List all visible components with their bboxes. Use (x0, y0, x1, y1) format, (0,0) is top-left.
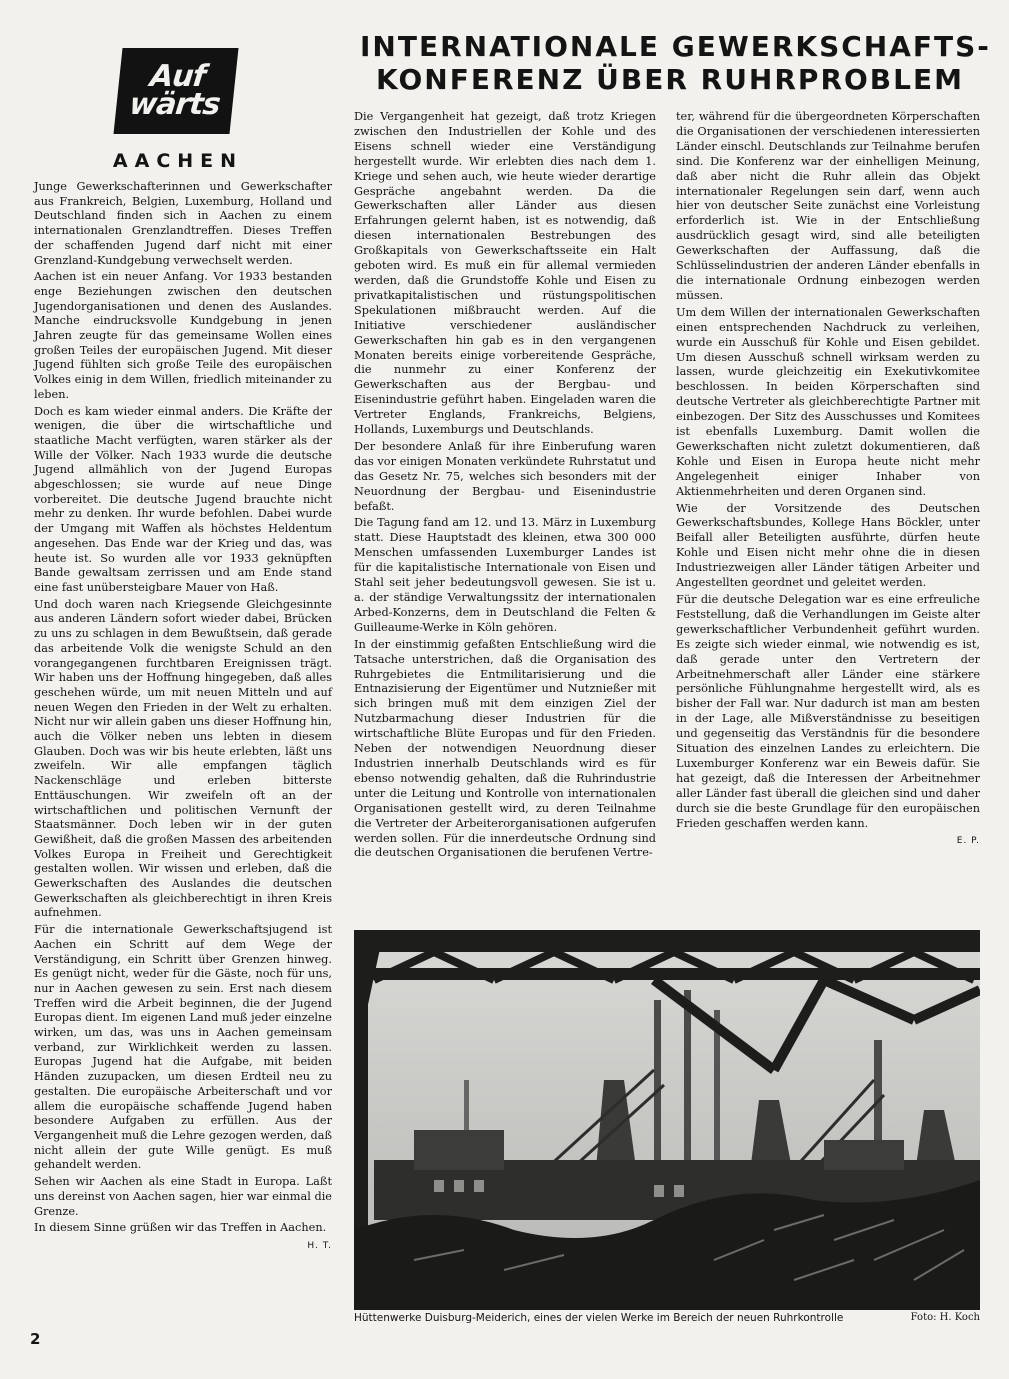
logo-line-2: wärts (127, 87, 222, 122)
middle-article (354, 110, 656, 863)
steelworks-illustration (354, 930, 980, 1310)
headline-line-2: KONFERENZ ÜBER RUHRPROBLEM (376, 63, 964, 96)
right-article (676, 110, 980, 848)
photo-caption-text: Hüttenwerke Duisburg-Meiderich, eines der vielen Werke im Bereich der neuen Ruhrkontrolle (354, 1312, 844, 1324)
mid-paragraph-1: Die Vergangenheit hat gezeigt, daß trotz Kriegen zwischen den Industriellen der Kohle und des Eisens schnell wieder eine Verständigung hergestellt wurde. Wir erlebten dies nach dem 1. Kriege und sehen auch, wie heute wieder derartige Gespräche angebahnt werden. Da die Gewerkschaften aller Länder aus diesen Erfahrungen gelernt haben, ist es notwendig, daß diesen internationalen Bestrebungen des Großkapitals von Gewerkschaftsseite ein Halt geboten wird. Es muß ein für allemal vermieden werden, daß die Grundstoffe Kohle und Eisen zu privatkapitalistischen und rüstungspolitischen Spekulationen mißbraucht werden. Auf die Initiative verschiedener ausländischer Gewerkschaften hin gab es in den vergangenen Monaten bereits einige vorbereitende Gespräche, die nunmehr zu einer Konferenz der Gewerkschaften aus der Bergbau- und Eisenindustrie geführt haben. Eingeladen waren die Vertreter Englands, Frankreichs, Belgiens, Hollands, Luxemburgs und Deutschlands. (354, 110, 656, 437)
logo-line-1: Auf (148, 58, 207, 94)
left-paragraph-3: Doch es kam wieder einmal anders. Die Kräfte der wenigen, die über die wirtschaftliche und staatliche Macht verfügten, waren stärker als der Wille der Völker. Nach 1933 wurde die deutsche Jugend allmählich von der Jugend Europas abgeschlossen; sie wurde auf neue Dinge vorbereitet. Die deutsche Jugend brauchte nicht mehr zu denken. Ihr wurde befohlen. Dabei wurde der Umgang mit Waffen als höchstes Heldentum angesehen. Das Ende war der Krieg und das, was heute ist. So wurden alle vor 1933 geknüpften Bande gewaltsam zerrissen und am Ende stand eine fast unübersteigbare Mauer von Haß. (34, 404, 332, 594)
photo-caption (354, 1312, 980, 1324)
headline-line-1: INTERNATIONALE GEWERKSCHAFTS- (360, 30, 991, 63)
left-paragraph-7 (34, 1221, 332, 1251)
left-article (34, 180, 332, 1254)
mid-paragraph-2: Der besondere Anlaß für ihre Einberufung waren das vor einigen Monaten verkündete Ruhrstatut und das Gesetz Nr. 75, welches sich besonders mit der Neuordnung der Bergbau- und Eisenindustrie befaßt. (354, 439, 656, 513)
left-paragraph-2: Aachen ist ein neuer Anfang. Vor 1933 bestanden enge Beziehungen zwischen den deutschen Jugendorganisationen und denen des Auslandes. Manche eindrucksvolle Kundgebung in jenen Jahren zeugte für das gemeinsame Wollen eines großen Teiles der europäischen Jugend. Mit dieser Jugend fühlten sich große Teile des europäischen Volkes einig in dem Willen, friedlich miteinander zu leben. (34, 270, 332, 401)
right-signature: E. P. (956, 835, 980, 846)
mid-paragraph-3: Die Tagung fand am 12. und 13. März in Luxemburg statt. Diese Hauptstadt des kleinen, etwa 300 000 Menschen umfassenden Luxemburger Landes ist für die kapitalistische Internationale von Eisen und Stahl seit jeher bedeutungsvoll gewesen. Sie ist u. a. der ständige Verwaltungssitz der internationalen Arbed-Konzerns, dem in Deutschland die Felten & Guilleaume-Werke in Köln gehören. (354, 516, 656, 634)
left-signature: H. T. (307, 1240, 332, 1251)
left-paragraph-4: Und doch waren nach Kriegsende Gleichgesinnte aus anderen Ländern sofort wieder dabei, Brücken zu uns zu schlagen in dem Bewußtsein, daß gerade das arbeitende Volk die wenigste Schuld an den vorangegangenen furchtbaren Ereignissen trägt. Wir haben uns der Hoffnung hingegeben, daß alles geschehen würde, um mit neuen Mitteln und auf neuen Wegen den Frieden in der Welt zu erhalten. Nicht nur wir allein gaben uns dieser Hoffnung hin, auch die Völker neben uns lebten in diesem Glauben. Doch was wir bis heute erlebten, läßt uns zweifeln. Wir alle empfangen täglich Nackenschläge und erleben bitterste Enttäuschungen. Wir zweifeln oft an der wirtschaftlichen und politischen Vernunft der Staatsmänner. Doch leben wir in der guten Gewißheit, daß die großen Massen des arbeitenden Volkes Europa in Freiheit und Gerechtigkeit gestalten wollen. Wir wissen und erleben, daß die Gewerkschaften des Auslandes die deutschen Gewerkschaften als gleichberechtigt in ihren Kreis aufnehmen. (34, 597, 332, 920)
headline (360, 30, 991, 96)
mid-paragraph-4: In der einstimmig gefaßten Entschließung wird die Tatsache unterstrichen, daß die Organisation des Ruhrgebietes die Entmilitarisierung und die Entnazisierung der Eigentümer und Nutznießer mit sich bringen muß mit dem einzigen Ziel der Nutzbarmachung dieser Industrien für die wirtschaftliche Blüte Europas und für den Frieden. Neben der notwendigen Neuordnung dieser Industrien innerhalb Deutschlands wird es für ebenso notwendig gehalten, daß die Ruhrindustrie unter die Leitung und Kontrolle von internationalen Organisationen gestellt wird, zu deren Teilnahme die Vertreter der Arbeiterorganisationen aufgerufen werden sollen. Für die innerdeutsche Ordnung sind die deutschen Organisationen die berufenen Vertre- (354, 637, 656, 860)
left-paragraph-1: Junge Gewerkschafterinnen und Gewerkschafter aus Frankreich, Belgien, Luxemburg, Holland und Deutschland finden sich in Aachen zu einem internationalen Grenzlandtreffen. Dieses Treffen der schaffenden Jugend darf nicht mit einer Grenzland-Kundgebung verwechselt werden. (34, 180, 332, 267)
right-paragraph-3: Wie der Vorsitzende des Deutschen Gewerkschaftsbundes, Kollege Hans Böckler, unter Beifall aller Beteiligten ausführte, dürfen heute Kohle und Eisen nicht mehr ohne die in diesen Industriezweigen aller Länder tätigen Arbeiter und Angestellten geordnet und geleitet werden. (676, 501, 980, 590)
right-paragraph-1: ter, während für die übergeordneten Körperschaften die Organisationen der verschiedenen interessierten Länder einschl. Deutschlands zur Teilnahme berufen sind. Die Konferenz war der einhelligen Meinung, daß aber nicht die Ruhr allein das Objekt internationaler Regelungen sein darf, wenn auch hier von deutscher Seite zunächst eine Vorleistung erforderlich ist. Wie in der Entschließung ausdrücklich gesagt wird, sind alle beteiligten Gewerkschaften der Auffassung, daß die Schlüsselindustrien der anderen Länder ebenfalls in die internationale Ordnung einbezogen werden müssen. (676, 110, 980, 302)
right-paragraph-4: Für die deutsche Delegation war es eine erfreuliche Feststellung, daß die Verhandlungen im Geiste alter gewerkschaftlicher Verbundenheit geführt wurden. Es zeigte sich wieder einmal, wie notwendig es ist, daß gerade unter den Vertretern der Arbeitnehmerschaft aller Länder eine stärkere persönliche Fühlungnahme hergestellt wird, als es bisher der Fall war. Nur dadurch ist man am besten in der Lage, alle Mißverständnisse zu beseitigen und gegenseitig das Verständnis für die besondere Situation des einzelnen Landes zu erleichtern. Die Luxemburger Konferenz war ein Beweis dafür. Sie hat gezeigt, daß die Interessen der Arbeitnehmer aller Länder fast überall die gleichen sind und daher durch sie die beste Grundlage für den europäischen Frieden geschaffen werden kann. (676, 593, 980, 830)
page-number: 2 (30, 1330, 41, 1348)
photo-credit: Foto: H. Koch (910, 1312, 980, 1323)
left-paragraph-6: Sehen wir Aachen als eine Stadt in Europa. Laßt uns dereinst von Aachen sagen, hier war einmal die Grenze. (34, 1175, 332, 1218)
left-paragraph-5: Für die internationale Gewerkschaftsjugend ist Aachen ein Schritt auf dem Wege der Verständigung, ein Schritt über Grenzen hinweg. Es genügt nicht, weder für die Gäste, noch für uns, nur in Aachen gewesen zu sein. Erst nach diesem Treffen wird die Arbeit beginnen, die der Jugend Europas dient. Im eigenen Land muß jeder einzelne wirken, um das, was uns in Aachen gemeinsam verband, zur Wirklichkeit werden zu lassen. Europas Jugend hat die Aufgabe, mit beiden Händen zuzupacken, um diesen Erdteil neu zu gestalten. Die europäische Arbeiterschaft und vor allem die europäische schaffende Jugend haben besondere Aufgaben zu erfüllen. Aus der Vergangenheit muß die Lehre gezogen werden, daß nicht allein der gute Wille genügt. Es muß gehandelt werden. (34, 923, 332, 1172)
steelworks-photo (354, 930, 980, 1310)
left-paragraph-7-text: In diesem Sinne grüßen wir das Treffen in Aachen. (34, 1221, 327, 1235)
magazine-logo (113, 48, 238, 134)
city-heading: AACHEN (112, 150, 244, 172)
right-paragraph-2: Um dem Willen der internationalen Gewerkschaften einen entsprechenden Nachdruck zu verleihen, wurde ein Ausschuß für Kohle und Eisen gebildet. Um diesen Ausschuß schnell wirksam werden zu lassen, wurde gleichzeitig ein Exekutivkomitee beschlossen. In beiden Körperschaften sind deutsche Vertreter als gleichberechtigte Partner mit einbezogen. Der Sitz des Ausschusses und Komitees ist ebenfalls Luxemburg. Damit wollen die Gewerkschaften nicht zuletzt dokumentieren, daß Kohle und Eisen in Europa heute nicht mehr Angelegenheit einiger Inhaber von Aktienmehrheiten und deren Organen sind. (676, 305, 980, 498)
